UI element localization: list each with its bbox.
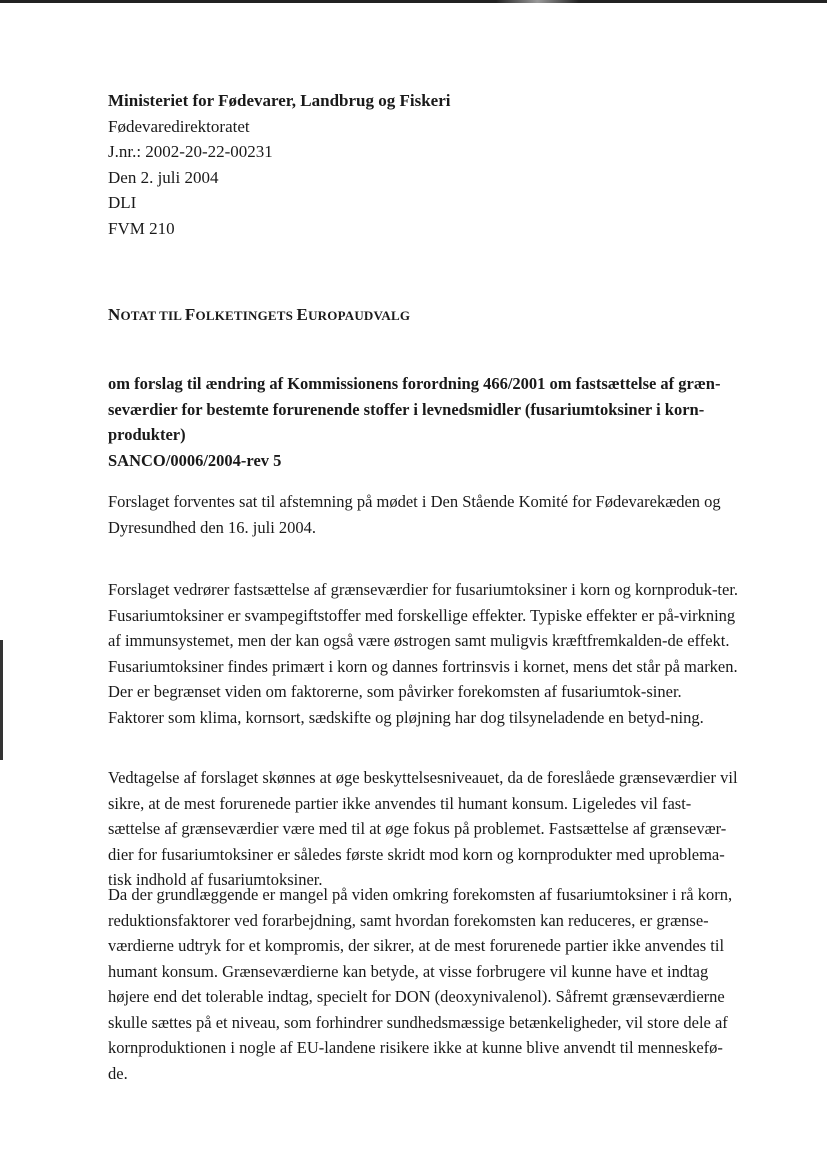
sanco-code: SANCO/0006/2004-rev 5 [108, 450, 282, 470]
letter-header [108, 88, 738, 241]
paragraph-vote: Forslaget forventes sat til afstemning på mødet i Den Stående Komité for Fødevarekæden og Dyresundhed den 16. juli 2004. [108, 492, 721, 537]
author-initials: DLI [108, 193, 137, 212]
subject-heading [108, 371, 728, 473]
subject-line-1: om forslag til ændring af Kommissionens forordning 466/2001 om fastsættelse af græn- [108, 374, 721, 393]
paragraph-subject: Forslaget vedrører fastsættelse af grænseværdier for fusariumtoksiner i korn og kornproduk-ter. Fusariumtoksiner er svampegiftstoffer med forskellige effekter. Typiske effekter er på-virkning af immunsystemet, men der kan også være østrogen samt muligvis kræftfremkalden-de effekt. Fusariumtoksiner findes primært i korn og dannes fortrinsvis i kornet, mens det står på marken. Der er begrænset viden om faktorerne, som påvirker forekomsten af fusariumtok-siner. Faktorer som klima, kornsort, sædskifte og pløjning har dog tilsyneladende en betyd-ning. [108, 580, 739, 727]
scan-edge-top [0, 0, 827, 3]
directorate-name: Fødevaredirektoratet [108, 116, 250, 136]
ministry-name: Ministeriet for Fødevarer, Landbrug og Fiskeri [108, 91, 451, 110]
paragraph-knowledge: Da der grundlæggende er mangel på viden omkring forekomsten af fusariumtoksiner i rå korn, reduktionsfaktorer ved forarbejdning, samt hvordan forekomsten kan reduceres, er grænse-værdierne udtryk for et kompromis, der sikrer, at de mest forurenede partier ikke anvendes til humant konsum. Grænseværdierne kan betyde, at visse forbrugere vil kunne have et indtag højere end det tolerable indtag, specielt for DON (deoxynivalenol). Såfremt grænseværdierne skulle sættes på et niveau, som forhindrer sundhedsmæssige betænkeligheder, vil store dele af kornproduktionen i nogle af EU-landene risikere ikke at kunne blive anvendt til menneskefø-de. [108, 885, 733, 1083]
reference-code: FVM 210 [108, 218, 175, 238]
paragraph-adoption: Vedtagelse af forslaget skønnes at øge beskyttelsesniveauet, da de foreslåede grænseværdier vil sikre, at de mest forurenede partier ikke anvendes til humant konsum. Ligeledes vil fast-sættelse af grænseværdier være med til at øge fokus på problemet. Fastsættelse af grænsevær-dier for fusariumtoksiner er således første skridt mod korn og kornprodukter med uproblema-tisk indhold af fusariumtoksiner. [108, 768, 738, 889]
document-date: Den 2. juli 2004 [108, 167, 219, 187]
notat-title: NOTAT TIL FOLKETINGETS EUROPAUDVALG [108, 305, 411, 324]
journal-number: J.nr.: 2002-20-22-00231 [108, 142, 273, 161]
scan-edge-left [0, 640, 3, 760]
subject-line-2: seværdier for bestemte forurenende stoffer i levnedsmidler (fusariumtoksiner i korn- [108, 399, 705, 419]
subject-line-3: produkter) [108, 425, 186, 444]
